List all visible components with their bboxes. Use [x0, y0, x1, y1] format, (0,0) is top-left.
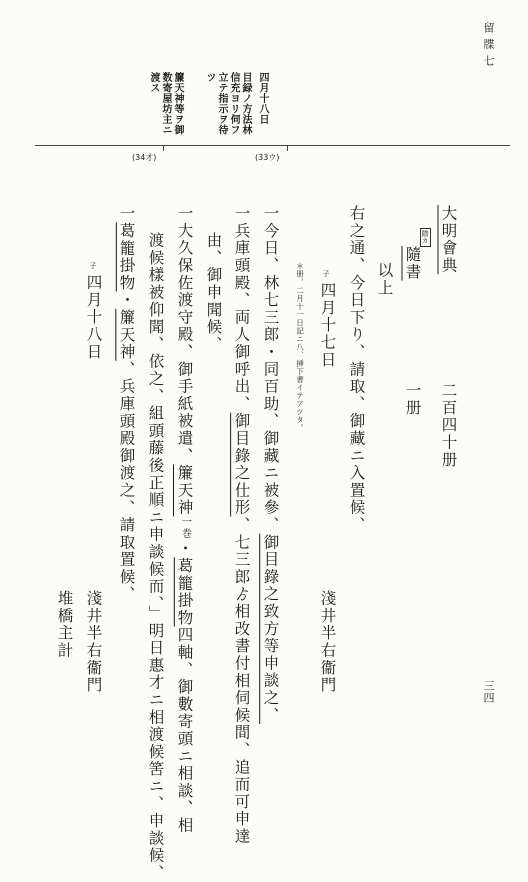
entry-ijo: 以上 [375, 262, 394, 297]
entry-author: 堆橋主計 [55, 590, 74, 660]
page-break-mark [287, 146, 288, 151]
entry-author: 淺井半右衞門 [84, 590, 103, 694]
book-title: 隨書 [403, 246, 422, 281]
sidenote-line: 数寄屋坊主ニ [160, 72, 171, 135]
entry-book-count: 二百四十册 [439, 382, 458, 469]
entry-line: 一葛籠掛物・簾天神、兵庫頭殿御渡之、請取置候、 [117, 205, 136, 603]
book-title: 大明會典 [439, 205, 458, 275]
entry-line: 一兵庫頭殿、両人御呼出、御目錄之仕形、七三郎ゟ相改書付相伺候間、追而可申達 [232, 205, 251, 846]
sidenote-line: 立テ指示ヲ待 [216, 72, 227, 135]
divider-rule [35, 145, 510, 146]
sidenote-date: 四月十八日 [257, 72, 268, 125]
editor-note: ＊册、二月十一日記ニ八、挿下書イテアツタ。 [295, 262, 305, 433]
entry-line: 右之通、今日下り、請取、御藏ニ入置候、 [347, 205, 366, 534]
entry-book-name [440, 205, 456, 274]
sidenote-line: ツ [204, 72, 215, 83]
year-kan: 子 [322, 270, 330, 277]
entry-date: 四月十七日 [318, 282, 337, 369]
entry-author: 淺井半右衞門 [318, 590, 337, 694]
page-number: 三四 [482, 680, 495, 704]
entry-date: 四月十八日 [84, 274, 103, 361]
sidenote-line: 信充ヨリ伺フ [228, 72, 239, 135]
entry-line: 一大久保佐渡守殿、御手紙被遣、簾天神一巻・葛籠掛物四軸、御數寄頭ニ相談、相 [175, 205, 194, 835]
running-title: 留 牒 七 [482, 22, 495, 67]
page-ref-right: (33ウ) [255, 153, 280, 162]
annotation-tag: 隋カ [421, 230, 429, 244]
entry-book-count: 一册 [403, 382, 422, 417]
year-kan: 子 [89, 262, 97, 269]
sidenote-line: 渡ス [148, 72, 159, 93]
entry-book-name [404, 246, 420, 281]
page-ref-left: (34才) [132, 153, 157, 162]
entry-line: 一今日、林七三郎・同百助、御藏ニ被參、御目錄之致方等申談之、 [261, 205, 280, 725]
sidenote-line: 目録ノ方法林 [240, 72, 251, 135]
page-break-mark [163, 146, 164, 151]
entry-line: 由、御申聞候、 [204, 232, 223, 354]
sidenote-line: 簾天神等ヲ御 [172, 72, 183, 135]
entry-line: 渡候樣被仰聞、依之、組頭藤後正順ニ申談候而、」明日惠才ニ相渡候筈ニ、申談候、 [146, 232, 165, 882]
